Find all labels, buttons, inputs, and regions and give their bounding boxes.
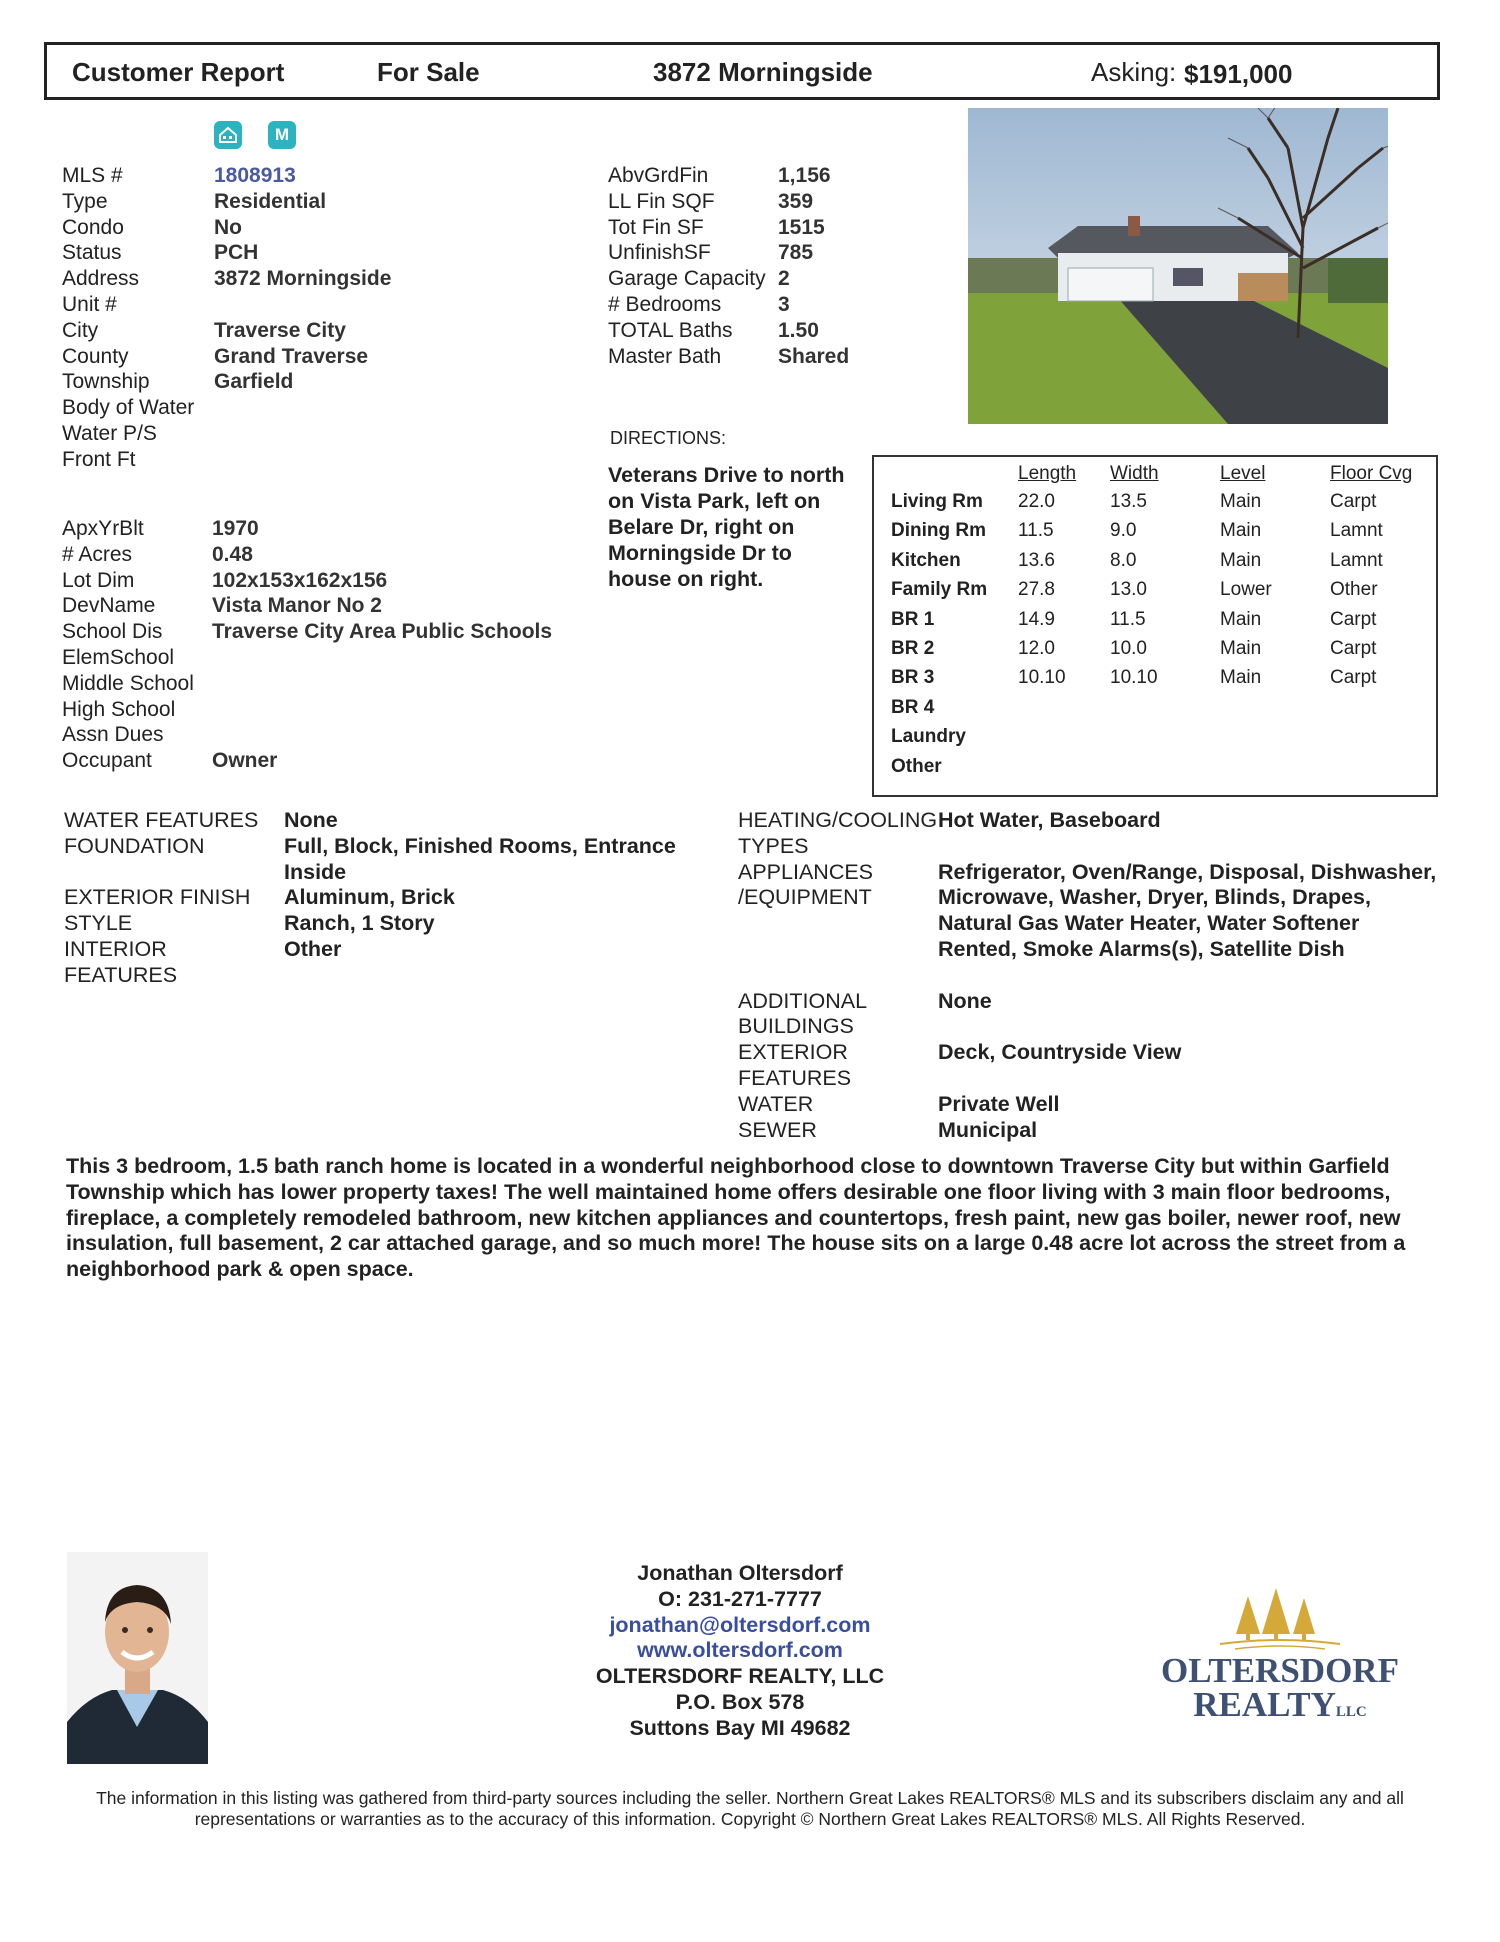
room-width: 11.5 [1110,608,1146,630]
company-po-box: P.O. Box 578 [675,1689,805,1714]
feature-value: Ranch, 1 Story [284,911,435,936]
room-length: 13.6 [1018,549,1055,571]
room-row-br-2 [874,638,1436,667]
room-level: Main [1220,549,1262,571]
room-level: Main [1220,638,1262,659]
room-length: 22.0 [1018,491,1055,512]
room-floor: Carpt [1330,638,1377,659]
room-row-living-rm [874,491,1436,520]
map-icon[interactable]: M [268,121,296,149]
header-address: 3872 Morningside [653,57,873,87]
room-width: 13.0 [1110,579,1147,601]
room-name: Laundry [891,726,966,748]
detail-value: 0.48 [212,542,253,566]
detail-label: Assn Dues [62,723,164,747]
detail-row-devname [62,593,382,619]
detail-row-ll-fin-sqf [608,189,813,215]
room-name: BR 3 [891,667,935,689]
detail-row-unit [62,292,214,318]
room-floor: Lamnt [1330,549,1383,571]
feature-label: EXTERIOR FINISH [64,885,251,910]
feature-label: HEATING/COOLING TYPES [738,808,938,858]
detail-label: Water P/S [62,422,157,445]
room-name: Family Rm [891,579,988,601]
agent-website-link[interactable]: www.oltersdorf.com [637,1638,843,1663]
room-level: Main [1220,491,1262,512]
detail-row-type [62,189,326,215]
detail-label: LL Fin SQF [608,189,715,213]
feature-value: Other [284,937,342,961]
detail-label: MLS # [62,164,123,187]
feature-value: Aluminum, Brick [284,885,455,910]
house-icon[interactable] [214,121,242,149]
detail-value: Traverse City Area Public Schools [212,620,553,644]
detail-row-front-ft [62,447,214,473]
detail-row-school-dis [62,619,552,645]
detail-row-township [62,369,293,395]
room-length: 12.0 [1018,638,1055,659]
trees-logo-icon [1220,1588,1340,1650]
col-floor-header: Floor Cvg [1330,463,1413,484]
report-title: Customer Report [72,57,285,87]
detail-label: Status [62,241,122,265]
room-width: 8.0 [1110,549,1137,571]
detail-value[interactable]: 1808913 [214,164,296,187]
detail-label: UnfinishSF [608,241,711,265]
detail-label: Address [62,267,140,291]
detail-value: 3872 Morningside [214,267,392,291]
detail-row-acres [62,542,253,568]
feature-value: Full, Block, Finished Rooms, Entrance Inside [284,833,676,884]
detail-label: DevName [62,594,156,618]
room-name: Living Rm [891,491,983,512]
feature-value: None [938,988,992,1013]
detail-value: 1515 [778,215,825,239]
feature-value: Deck, Countryside View [938,1040,1182,1065]
detail-row-address [62,266,391,292]
logo-suffix: LLC [1335,1704,1367,1720]
detail-row-water-p-s [62,421,214,447]
detail-row-garage-capacity [608,266,790,292]
report-header [44,42,1440,100]
room-length: 10.10 [1018,667,1066,689]
room-floor: Carpt [1330,667,1377,689]
detail-row-abvgrdfin [608,163,831,189]
room-name: Other [891,755,942,777]
detail-row-middle-school [62,671,212,697]
detail-label: City [62,318,99,342]
detail-row-lot-dim [62,568,387,594]
detail-row-tot-fin-sf [608,215,825,241]
detail-label: Type [62,189,108,213]
room-name: Kitchen [891,549,961,571]
detail-label: # Acres [62,542,133,566]
detail-value: 1.50 [778,318,819,342]
detail-value: No [214,215,242,239]
feature-label: FOUNDATION [64,833,205,858]
detail-label: School Dis [62,620,163,644]
feature-label: SEWER [738,1117,817,1142]
detail-row-city [62,318,346,344]
room-name: BR 2 [891,638,935,659]
room-row-kitchen [874,550,1436,579]
company-name: OLTERSDORF REALTY, LLC [595,1664,885,1689]
logo-line2: REALTY [1193,1685,1336,1724]
room-floor: Lamnt [1330,520,1383,542]
detail-value: 3 [778,293,790,316]
detail-value: 2 [778,267,790,291]
detail-row-body-of-water [62,395,214,421]
feature-label: ADDITIONAL BUILDINGS [738,988,867,1039]
room-length: 11.5 [1018,520,1054,542]
feature-label: APPLIANCES /EQUIPMENT [738,859,874,910]
detail-value: Traverse City [214,318,346,342]
detail-value: Residential [214,189,327,213]
room-floor: Other [1330,579,1378,601]
detail-value: Vista Manor No 2 [212,594,382,618]
room-width: 10.0 [1110,638,1147,659]
detail-row-total-baths [608,318,819,344]
detail-label: Front Ft [62,447,136,471]
room-row-br-4 [874,697,1436,726]
detail-value: 359 [778,189,814,213]
room-level: Lower [1220,579,1272,601]
room-row-br-1 [874,609,1436,638]
room-name: Dining Rm [891,520,986,542]
detail-label: TOTAL Baths [608,318,733,342]
feature-value: Private Well [938,1091,1060,1116]
feature-value: Hot Water, Baseboard [938,808,1161,832]
agent-contact [560,1561,920,1742]
detail-label: Garage Capacity [608,267,766,291]
detail-value: Grand Traverse [214,344,369,368]
feature-label: WATER [738,1091,814,1116]
directions-label: DIRECTIONS: [610,428,727,448]
logo-line1: OLTERSDORF [1161,1651,1399,1690]
detail-label: Unit # [62,293,117,316]
detail-row-bedrooms [608,292,790,318]
feature-value: Refrigerator, Oven/Range, Disposal, Dishwasher, Microwave, Washer, Dryer, Blinds, Drapes, Natural Gas Water Heater, Water Softener Rented, Smoke Alarms(s), Satellite Dish [938,859,1437,961]
detail-row-assn-dues [62,722,212,748]
detail-value: 785 [778,241,814,265]
detail-row-condo [62,215,242,241]
detail-value: Garfield [214,370,294,394]
disclaimer: The information in this listing was gathered from third-party sources including the seller. Northern Great Lakes REALTORS® MLS and its subscribers disclaim any and all representations or warranties as to the accuracy of this information. Copyright © Northern Great Lakes REALTORS® MLS. All Rights Reserved. [96,1788,1404,1829]
detail-label: # Bedrooms [608,293,722,316]
detail-label: Occupant [62,749,152,773]
asking-label: Asking: [1091,57,1177,87]
agent-phone[interactable]: O: 231-271-7777 [658,1586,822,1611]
detail-label: Township [62,370,150,394]
detail-label: Condo [62,215,124,239]
room-floor: Carpt [1330,491,1377,512]
room-row-other [874,756,1436,785]
room-level: Main [1220,667,1262,689]
detail-label: ApxYrBlt [62,517,144,540]
detail-row-master-bath [608,344,849,370]
detail-row-occupant [62,748,277,774]
detail-value: 102x153x162x156 [212,568,388,592]
room-level: Main [1220,520,1262,542]
room-floor: Carpt [1330,608,1377,630]
detail-label: Lot Dim [62,568,135,592]
detail-label: AbvGrdFin [608,164,709,187]
directions-text: Veterans Drive to north on Vista Park, left on Belare Dr, right on Morningside Dr to house on right. [608,463,845,591]
feature-value: Municipal [938,1117,1038,1142]
detail-value: PCH [214,241,259,265]
agent-email-link[interactable]: jonathan@oltersdorf.com [609,1612,871,1637]
detail-row-unfinishsf [608,240,813,266]
detail-row-elemschool [62,645,212,671]
detail-value: 1,156 [778,164,831,187]
feature-label: STYLE [64,911,133,936]
rooms-table [872,455,1438,797]
feature-label: EXTERIOR FEATURES [738,1040,852,1090]
room-row-laundry [874,726,1436,755]
room-width: 9.0 [1110,520,1137,542]
detail-label: ElemSchool [62,646,175,669]
room-width: 10.10 [1110,667,1158,689]
room-row-br-3 [874,667,1436,696]
col-level-header: Level [1220,463,1266,484]
detail-value: 1970 [212,517,259,540]
detail-value: Owner [212,749,278,773]
feature-value: None [284,808,338,832]
agent-name: Jonathan Oltersdorf [637,1561,843,1585]
detail-label: County [62,344,129,368]
detail-row-high-school [62,697,212,723]
company-logo [1150,1651,1410,1729]
detail-row-mls [62,163,296,189]
detail-label: High School [62,697,176,721]
company-city: Suttons Bay MI 49682 [629,1715,851,1740]
room-width: 13.5 [1110,491,1147,512]
detail-label: Body of Water [62,396,195,420]
detail-row-status [62,240,258,266]
room-name: BR 1 [891,608,935,630]
detail-row-apxyrblt [62,516,259,542]
room-level: Main [1220,608,1262,630]
col-width-header: Width [1110,463,1159,484]
room-row-dining-rm [874,520,1436,549]
feature-label: INTERIOR FEATURES [64,937,178,987]
sale-status: For Sale [377,57,480,87]
detail-value: Shared [778,344,850,368]
col-length-header: Length [1018,463,1077,484]
detail-label: Tot Fin SF [608,215,704,239]
detail-label: Master Bath [608,344,722,368]
room-row-family-rm [874,579,1436,608]
agent-photo [67,1552,208,1764]
room-length: 14.9 [1018,608,1055,630]
asking-price: $191,000 [1184,59,1293,89]
property-description: This 3 bedroom, 1.5 bath ranch home is located in a wonderful neighborhood close to downtown Traverse City but within Garfield Township which has lower property taxes! The well maintained home offers desirable one floor living with 3 main floor bedrooms, fireplace, a completely remodeled bathroom, new kitchen appliances and countertops, fresh paint, new gas boiler, newer roof, new insulation, full basement, 2 car attached garage, and so much more! The house sits on a large 0.48 acre lot across the street from a neighborhood park & open space. [66,1154,1406,1282]
detail-row-county [62,344,368,370]
room-name: BR 4 [891,696,935,718]
house-photo[interactable] [968,108,1388,424]
detail-label: Middle School [62,671,194,695]
room-length: 27.8 [1018,579,1055,601]
feature-label: WATER FEATURES [64,808,259,832]
